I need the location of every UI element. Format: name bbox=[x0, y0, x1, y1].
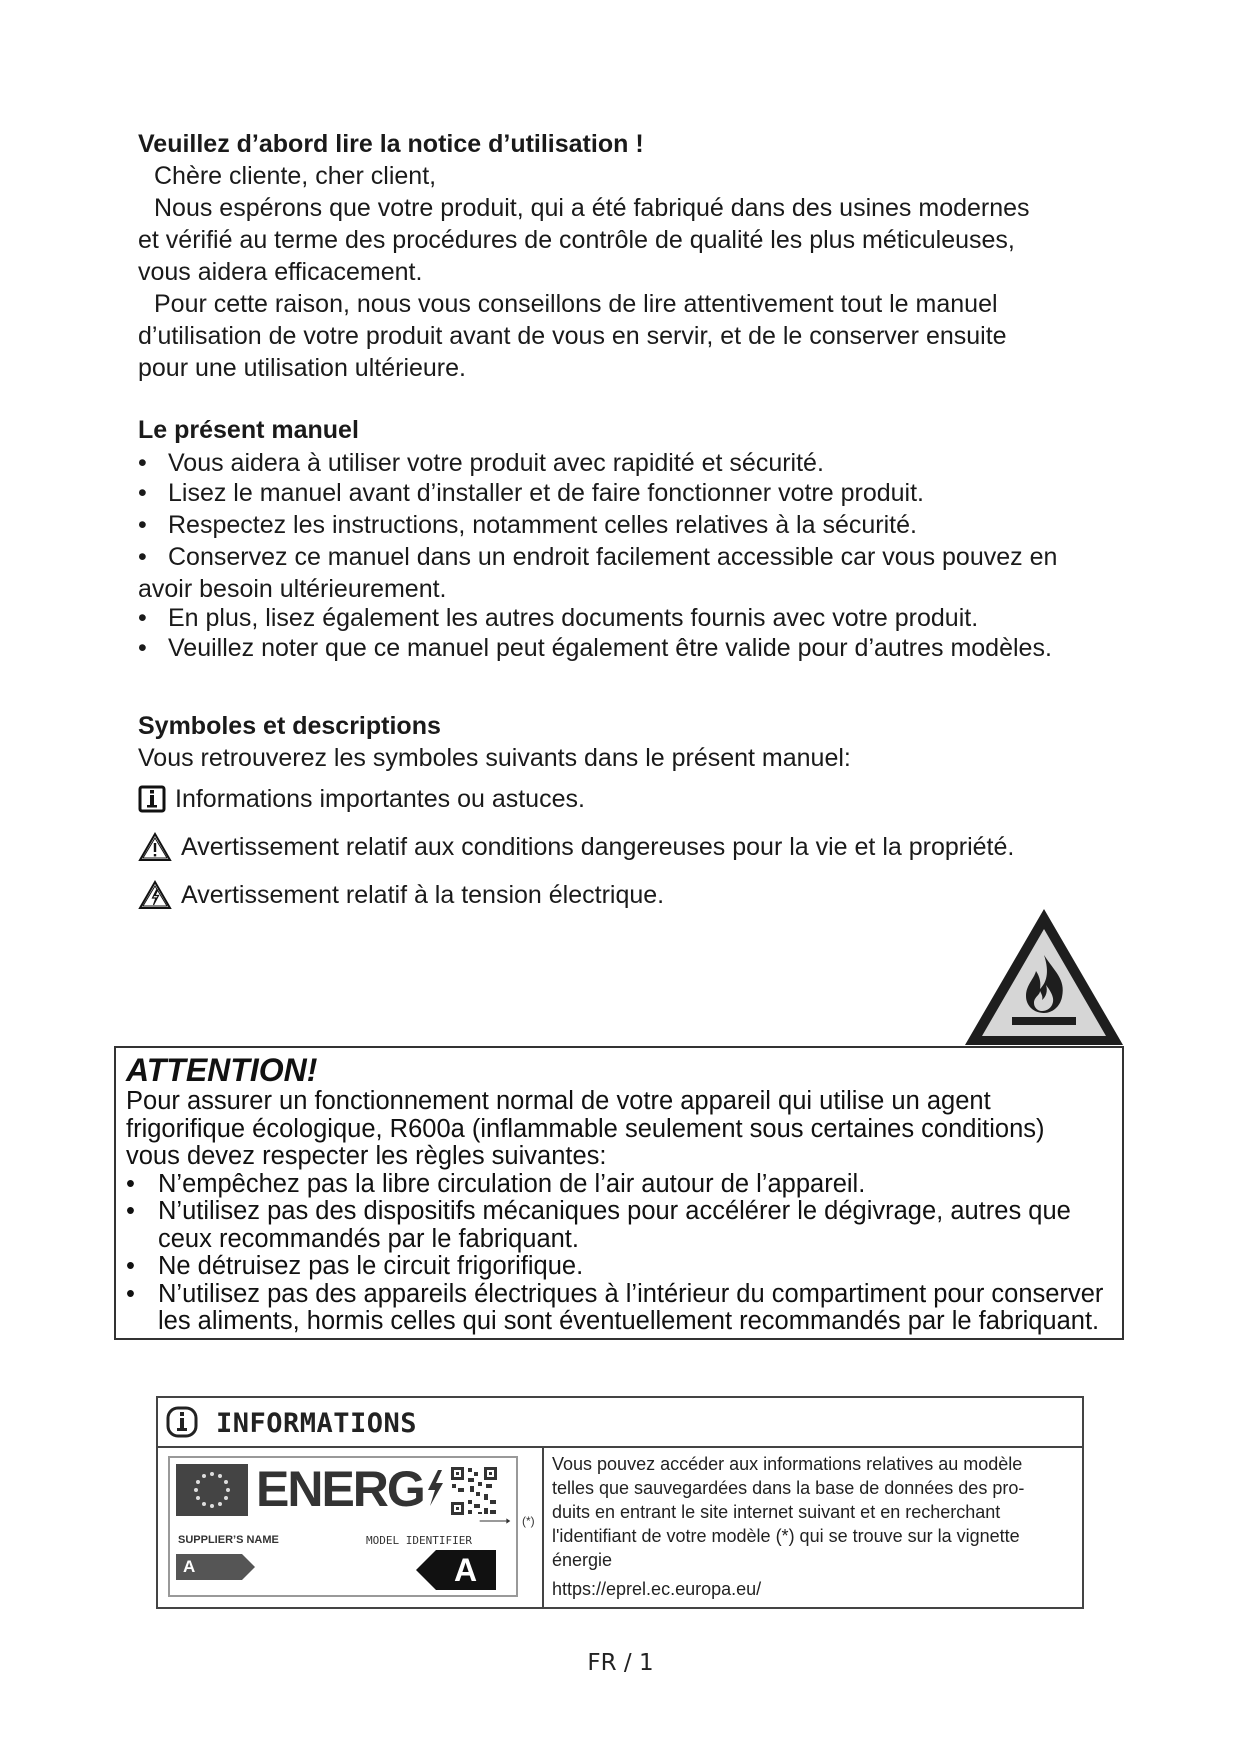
manual-section bbox=[138, 414, 1098, 664]
intro-para2-line1: Pour cette raison, nous vous conseillons de lire attentivement tout le manuel bbox=[154, 290, 998, 318]
bullet-icon: • bbox=[126, 1279, 135, 1308]
lightning-icon bbox=[424, 1468, 446, 1508]
attention-intro-line3: vous devez respecter les règles suivantes: bbox=[126, 1142, 607, 1170]
bullet-icon: • bbox=[138, 634, 147, 662]
manual-list bbox=[138, 447, 1098, 664]
rule-text: N’empêchez pas la libre circulation de l’air autour de l’appareil. bbox=[158, 1169, 866, 1198]
informations-text-line1: Vous pouvez accéder aux informations relatives au modèle bbox=[552, 1454, 1023, 1474]
rule-text: N’utilisez pas des dispositifs mécaniques pour accélérer le dégivrage, autres que bbox=[158, 1197, 1071, 1225]
intro-para2-line2: d’utilisation de votre produit avant de vous en servir, et de le conserver ensuite bbox=[138, 322, 1007, 350]
flammable-warning-icon bbox=[962, 905, 1127, 1049]
bullet-icon: • bbox=[126, 1252, 135, 1280]
energy-label bbox=[168, 1456, 518, 1597]
rule-text-continuation: ceux recommandés par le fabriquant. bbox=[158, 1224, 579, 1253]
bullet-icon: • bbox=[138, 604, 147, 632]
informations-text-line3: duits en entrant le site internet suivant et en recherchant bbox=[552, 1502, 1001, 1522]
symbols-heading: Symboles et descriptions bbox=[138, 712, 441, 740]
informations-header bbox=[158, 1398, 1082, 1448]
symbols-intro: Vous retrouverez les symboles suivants dans le présent manuel: bbox=[138, 744, 851, 772]
informations-text-line2: telles que sauvegardées dans la base de données des pro- bbox=[552, 1478, 1025, 1498]
list-item-text: Vous aidera à utiliser votre produit avec rapidité et sécurité. bbox=[168, 449, 824, 477]
eprel-link[interactable]: https://eprel.ec.europa.eu/ bbox=[552, 1579, 762, 1599]
symbol-warning-row bbox=[138, 830, 1118, 864]
bullet-icon: • bbox=[138, 543, 147, 571]
intro-para2-line3: pour une utilisation ultérieure. bbox=[138, 354, 466, 382]
list-item bbox=[138, 447, 1098, 479]
manual-heading: Le présent manuel bbox=[138, 416, 359, 444]
energy-word: ENERG bbox=[256, 1461, 424, 1517]
intro-para1-line3: vous aidera efficacement. bbox=[138, 258, 423, 286]
list-item-text: Conservez ce manuel dans un endroit facilement accessible car vous pouvez en bbox=[168, 543, 1058, 571]
attention-rules bbox=[126, 1171, 1112, 1336]
symbol-electric-text: Avertissement relatif à la tension électrique. bbox=[181, 881, 665, 909]
intro-section bbox=[138, 128, 1098, 384]
intro-heading: Veuillez d’abord lire la notice d’utilisation ! bbox=[138, 130, 644, 158]
supplier-name: SUPPLIER’S NAME bbox=[178, 1534, 279, 1546]
list-item bbox=[138, 509, 1098, 541]
info-icon bbox=[138, 785, 166, 813]
intro-para1-line2: et vérifié au terme des procédures de contrôle de qualité les plus méticuleuses, bbox=[138, 226, 1015, 254]
list-item bbox=[138, 541, 1098, 605]
model-star-marker: (*) bbox=[522, 1514, 535, 1528]
symbol-warning-text: Avertissement relatif aux conditions dangereuses pour la vie et la propriété. bbox=[181, 833, 1015, 861]
bullet-icon: • bbox=[138, 479, 147, 507]
bullet-icon: • bbox=[126, 1169, 135, 1198]
bullet-icon: • bbox=[138, 449, 147, 477]
informations-title: INFORMATIONS bbox=[216, 1408, 418, 1439]
list-item bbox=[126, 1253, 1112, 1281]
energy-wordmark bbox=[256, 1460, 446, 1518]
list-item bbox=[138, 602, 1098, 634]
greeting: Chère cliente, cher client, bbox=[154, 162, 437, 190]
eu-flag-icon bbox=[176, 1464, 248, 1516]
model-identifier: MODEL IDENTIFIER bbox=[366, 1534, 472, 1547]
list-item-continuation: avoir besoin ultérieurement. bbox=[138, 575, 447, 603]
informations-divider bbox=[542, 1446, 544, 1609]
list-item-text: Veuillez noter que ce manuel peut également être valide pour d’autres modèles. bbox=[168, 634, 1052, 662]
list-item bbox=[126, 1281, 1112, 1336]
warning-triangle-icon bbox=[138, 832, 172, 862]
page-number: FR / 1 bbox=[587, 1650, 654, 1676]
electric-warning-icon bbox=[138, 880, 172, 910]
informations-text-line5: énergie bbox=[552, 1550, 613, 1570]
rule-text: N’utilisez pas des appareils électriques à l’intérieur du compartiment pour conserver bbox=[158, 1279, 1104, 1308]
informations-text-line4: l'identifiant de votre modèle (*) qui se trouve sur la vignette bbox=[552, 1526, 1020, 1546]
list-item bbox=[138, 632, 1098, 664]
symbol-info-text: Informations importantes ou astuces. bbox=[175, 785, 585, 813]
qr-code-icon bbox=[450, 1466, 498, 1516]
rule-text: Ne détruisez pas le circuit frigorifique. bbox=[158, 1252, 584, 1280]
informations-box bbox=[156, 1396, 1084, 1609]
arrow-icon bbox=[474, 1517, 520, 1529]
list-item bbox=[126, 1171, 1112, 1199]
attention-intro-line2: frigorifique écologique, R600a (inflammable seulement sous certaines conditions) bbox=[126, 1114, 1045, 1143]
symbols-section bbox=[138, 710, 1118, 912]
attention-intro-line1: Pour assurer un fonctionnement normal de votre appareil qui utilise un agent bbox=[126, 1087, 991, 1115]
attention-box bbox=[114, 1046, 1124, 1340]
attention-title: ATTENTION! bbox=[126, 1052, 318, 1088]
intro-para1-line1: Nous espérons que votre produit, qui a été fabriqué dans des usines modernes bbox=[154, 194, 1030, 222]
symbol-info-row bbox=[138, 782, 1118, 816]
grade-small-letter: A bbox=[183, 1557, 196, 1576]
informations-text bbox=[552, 1452, 1072, 1572]
bullet-icon: • bbox=[138, 511, 147, 539]
grade-big-letter: A bbox=[454, 1552, 478, 1588]
list-item bbox=[138, 477, 1098, 509]
rule-text-continuation: les aliments, hormis celles qui sont éventuellement recommandés par le fabriquant. bbox=[158, 1307, 1100, 1335]
list-item bbox=[126, 1198, 1112, 1253]
list-item-text: Respectez les instructions, notamment celles relatives à la sécurité. bbox=[168, 511, 917, 539]
info-icon bbox=[166, 1406, 198, 1438]
energy-grade-small bbox=[176, 1554, 256, 1580]
energy-grade-big bbox=[416, 1550, 496, 1590]
bullet-icon: • bbox=[126, 1197, 135, 1225]
list-item-text: En plus, lisez également les autres documents fournis avec votre produit. bbox=[168, 604, 979, 632]
list-item-text: Lisez le manuel avant d’installer et de faire fonctionner votre produit. bbox=[168, 479, 924, 507]
